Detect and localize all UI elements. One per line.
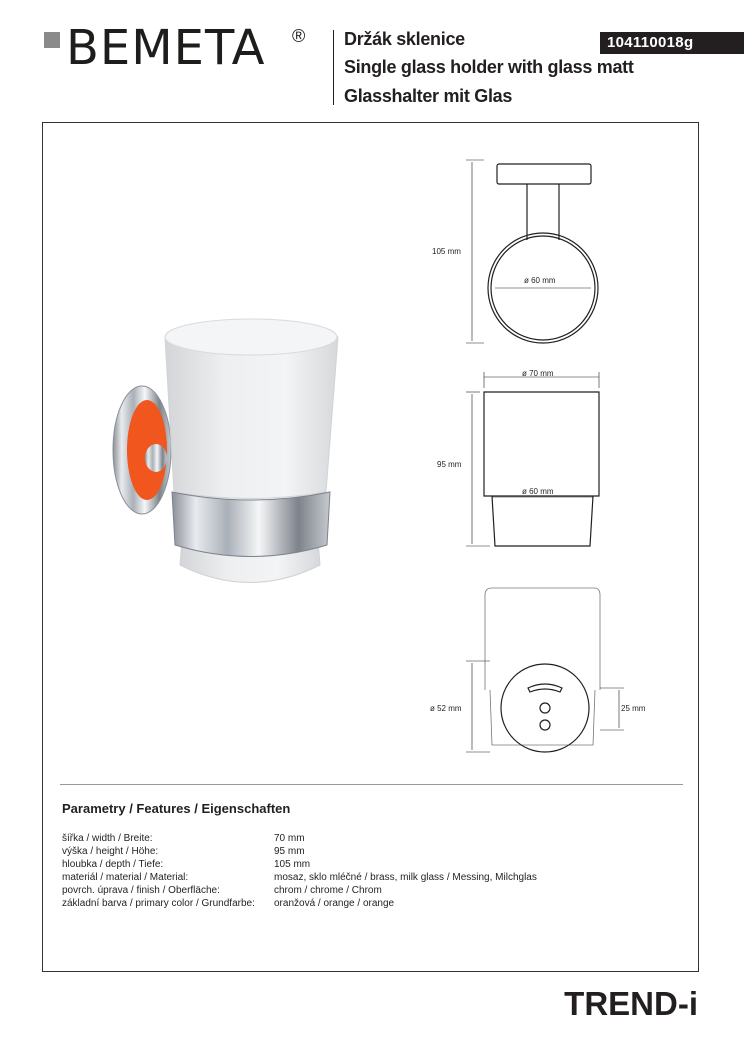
spec-value-color: oranžová / orange / orange xyxy=(274,898,395,909)
spec-label-height: výška / height / Höhe: xyxy=(62,846,159,857)
spec-value-finish: chrom / chrome / Chrom xyxy=(274,885,382,896)
registered-mark: ® xyxy=(292,26,306,46)
spec-value-height: 95 mm xyxy=(274,846,305,857)
spec-label-material: materiál / material / Material: xyxy=(62,872,189,883)
product-title-en: Single glass holder with glass matt xyxy=(344,57,634,77)
section-divider xyxy=(60,784,683,785)
spec-label-width: šířka / width / Breite: xyxy=(62,833,153,844)
dim-diameter-top: ø 60 mm xyxy=(524,276,556,285)
spec-label-color: základní barva / primary color / Grundfarbe: xyxy=(62,898,255,909)
dim-width-front: ø 70 mm xyxy=(522,369,554,378)
dim-rosette-diameter: ø 52 mm xyxy=(430,704,462,713)
series-name: TREND-i xyxy=(564,985,698,1022)
product-title-cs: Držák sklenice xyxy=(344,29,465,49)
spec-value-depth: 105 mm xyxy=(274,859,311,870)
brand-logo: BEMETA xyxy=(66,20,266,76)
features-title: Parametry / Features / Eigenschaften xyxy=(62,801,291,816)
dim-height-front: 95 mm xyxy=(437,460,462,469)
dim-offset: 25 mm xyxy=(621,704,646,713)
dim-diameter-front: ø 60 mm xyxy=(522,487,554,496)
spec-label-finish: povrch. úprava / finish / Oberfläche: xyxy=(62,885,220,896)
product-photo xyxy=(113,319,338,583)
front-view-drawing xyxy=(466,372,599,546)
product-code-badge: 104110018g xyxy=(600,32,744,54)
spec-value-width: 70 mm xyxy=(274,833,305,844)
spec-value-material: mosaz, sklo mléčné / brass, milk glass / Messing, Milchglas xyxy=(274,872,537,883)
side-view-drawing xyxy=(466,588,624,752)
dim-height-top: 105 mm xyxy=(432,247,461,256)
top-view-drawing xyxy=(466,160,598,343)
spec-label-depth: hloubka / depth / Tiefe: xyxy=(62,859,164,870)
product-title-de: Glasshalter mit Glas xyxy=(344,86,513,106)
